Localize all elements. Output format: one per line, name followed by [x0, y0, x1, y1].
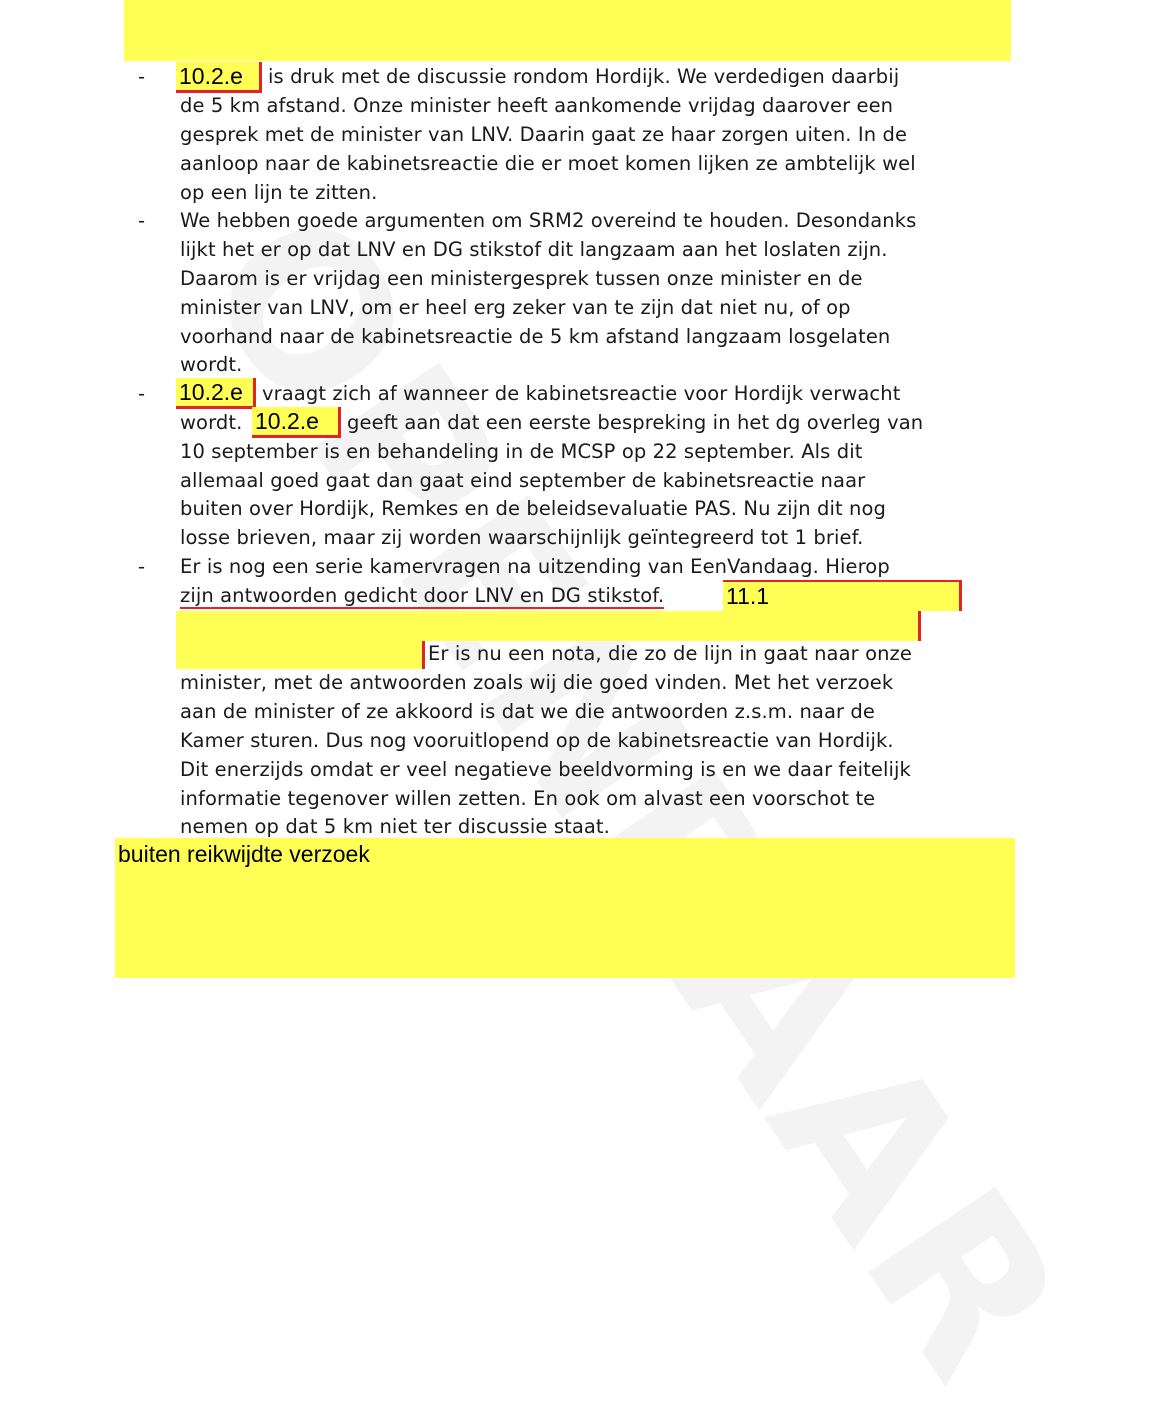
text-line: Er is nu een nota, die zo de lijn in gaat naar onze [428, 642, 912, 665]
bullet-dash: - [138, 555, 146, 578]
redaction-11-1-cont [176, 611, 921, 641]
text-line: buiten over Hordijk, Remkes en de beleidsevaluatie PAS. Nu zijn dit nog [180, 497, 886, 520]
bullet-dash: - [138, 209, 146, 232]
text-line: aanloop naar de kabinetsreactie die er moet komen lijken ze ambtelijk wel [180, 152, 916, 175]
text-line: losse brieven, maar zij worden waarschijnlijk geïntegreerd tot 1 brief. [180, 526, 864, 549]
text-line: 10 september is en behandeling in de MCSP op 22 september. Als dit [180, 440, 863, 463]
text-line: geeft aan dat een eerste bespreking in het dg overleg van [347, 411, 924, 434]
text-line: Dit enerzijds omdat er veel negatieve beeldvorming is en we daar feitelijk [180, 758, 911, 781]
text-line: gesprek met de minister van LNV. Daarin gaat ze haar zorgen uiten. In de [180, 123, 908, 146]
text-line: is druk met de discussie rondom Hordijk. We verdedigen daarbij [268, 65, 900, 88]
redaction-top [124, 0, 1011, 61]
underlined-text: zijn antwoorden gedicht door LNV en DG stikstof. [180, 584, 665, 607]
text-line: wordt. [180, 353, 243, 376]
redaction-10-2-e: 10.2.e [176, 62, 262, 93]
text-line: minister, met de antwoorden zoals wij die goed vinden. Met het verzoek [180, 671, 894, 694]
text-line: Er is nog een serie kamervragen na uitzending van EenVandaag. Hierop [180, 555, 890, 578]
bullet-dash: - [138, 382, 146, 405]
text-line: Daarom is er vrijdag een ministergesprek tussen onze minister en de [180, 267, 863, 290]
text-line: minister van LNV, om er heel erg zeker van te zijn dat niet nu, of op [180, 296, 851, 319]
text-line: Kamer sturen. Dus nog vooruitlopend op de kabinetsreactie van Hordijk. [180, 729, 894, 752]
text-line: op een lijn te zitten. [180, 181, 378, 204]
text-line: We hebben goede argumenten om SRM2 overeind te houden. Desondanks [180, 209, 917, 232]
redaction-buiten-reikwijdte: buiten reikwijdte verzoek [115, 838, 1015, 978]
text-line: nemen op dat 5 km niet ter discussie staat. [180, 815, 610, 838]
text-line: wordt. [180, 411, 243, 434]
text-line: informatie tegenover willen zetten. En ook om alvast een voorschot te [180, 787, 876, 810]
text-line: voorhand naar de kabinetsreactie de 5 km afstand langzaam losgelaten [180, 325, 891, 348]
bullet-dash: - [138, 65, 146, 88]
text-line [180, 581, 664, 610]
text-line: de 5 km afstand. Onze minister heeft aankomende vrijdag daarover een [180, 94, 894, 117]
text-line: lijkt het er op dat LNV en DG stikstof dit langzaam aan het loslaten zijn. [180, 238, 888, 261]
text-line: aan de minister of ze akkoord is dat we die antwoorden z.s.m. naar de [180, 700, 875, 723]
redaction-11-1: 11.1 [723, 580, 962, 611]
redaction-11-1-cont [176, 641, 425, 669]
redaction-10-2-e: 10.2.e [176, 378, 256, 409]
text-line: allemaal goed gaat dan gaat eind september de kabinetsreactie naar [180, 469, 866, 492]
redaction-10-2-e: 10.2.e [252, 407, 341, 438]
text-line: vraagt zich af wanneer de kabinetsreactie voor Hordijk verwacht [262, 382, 901, 405]
